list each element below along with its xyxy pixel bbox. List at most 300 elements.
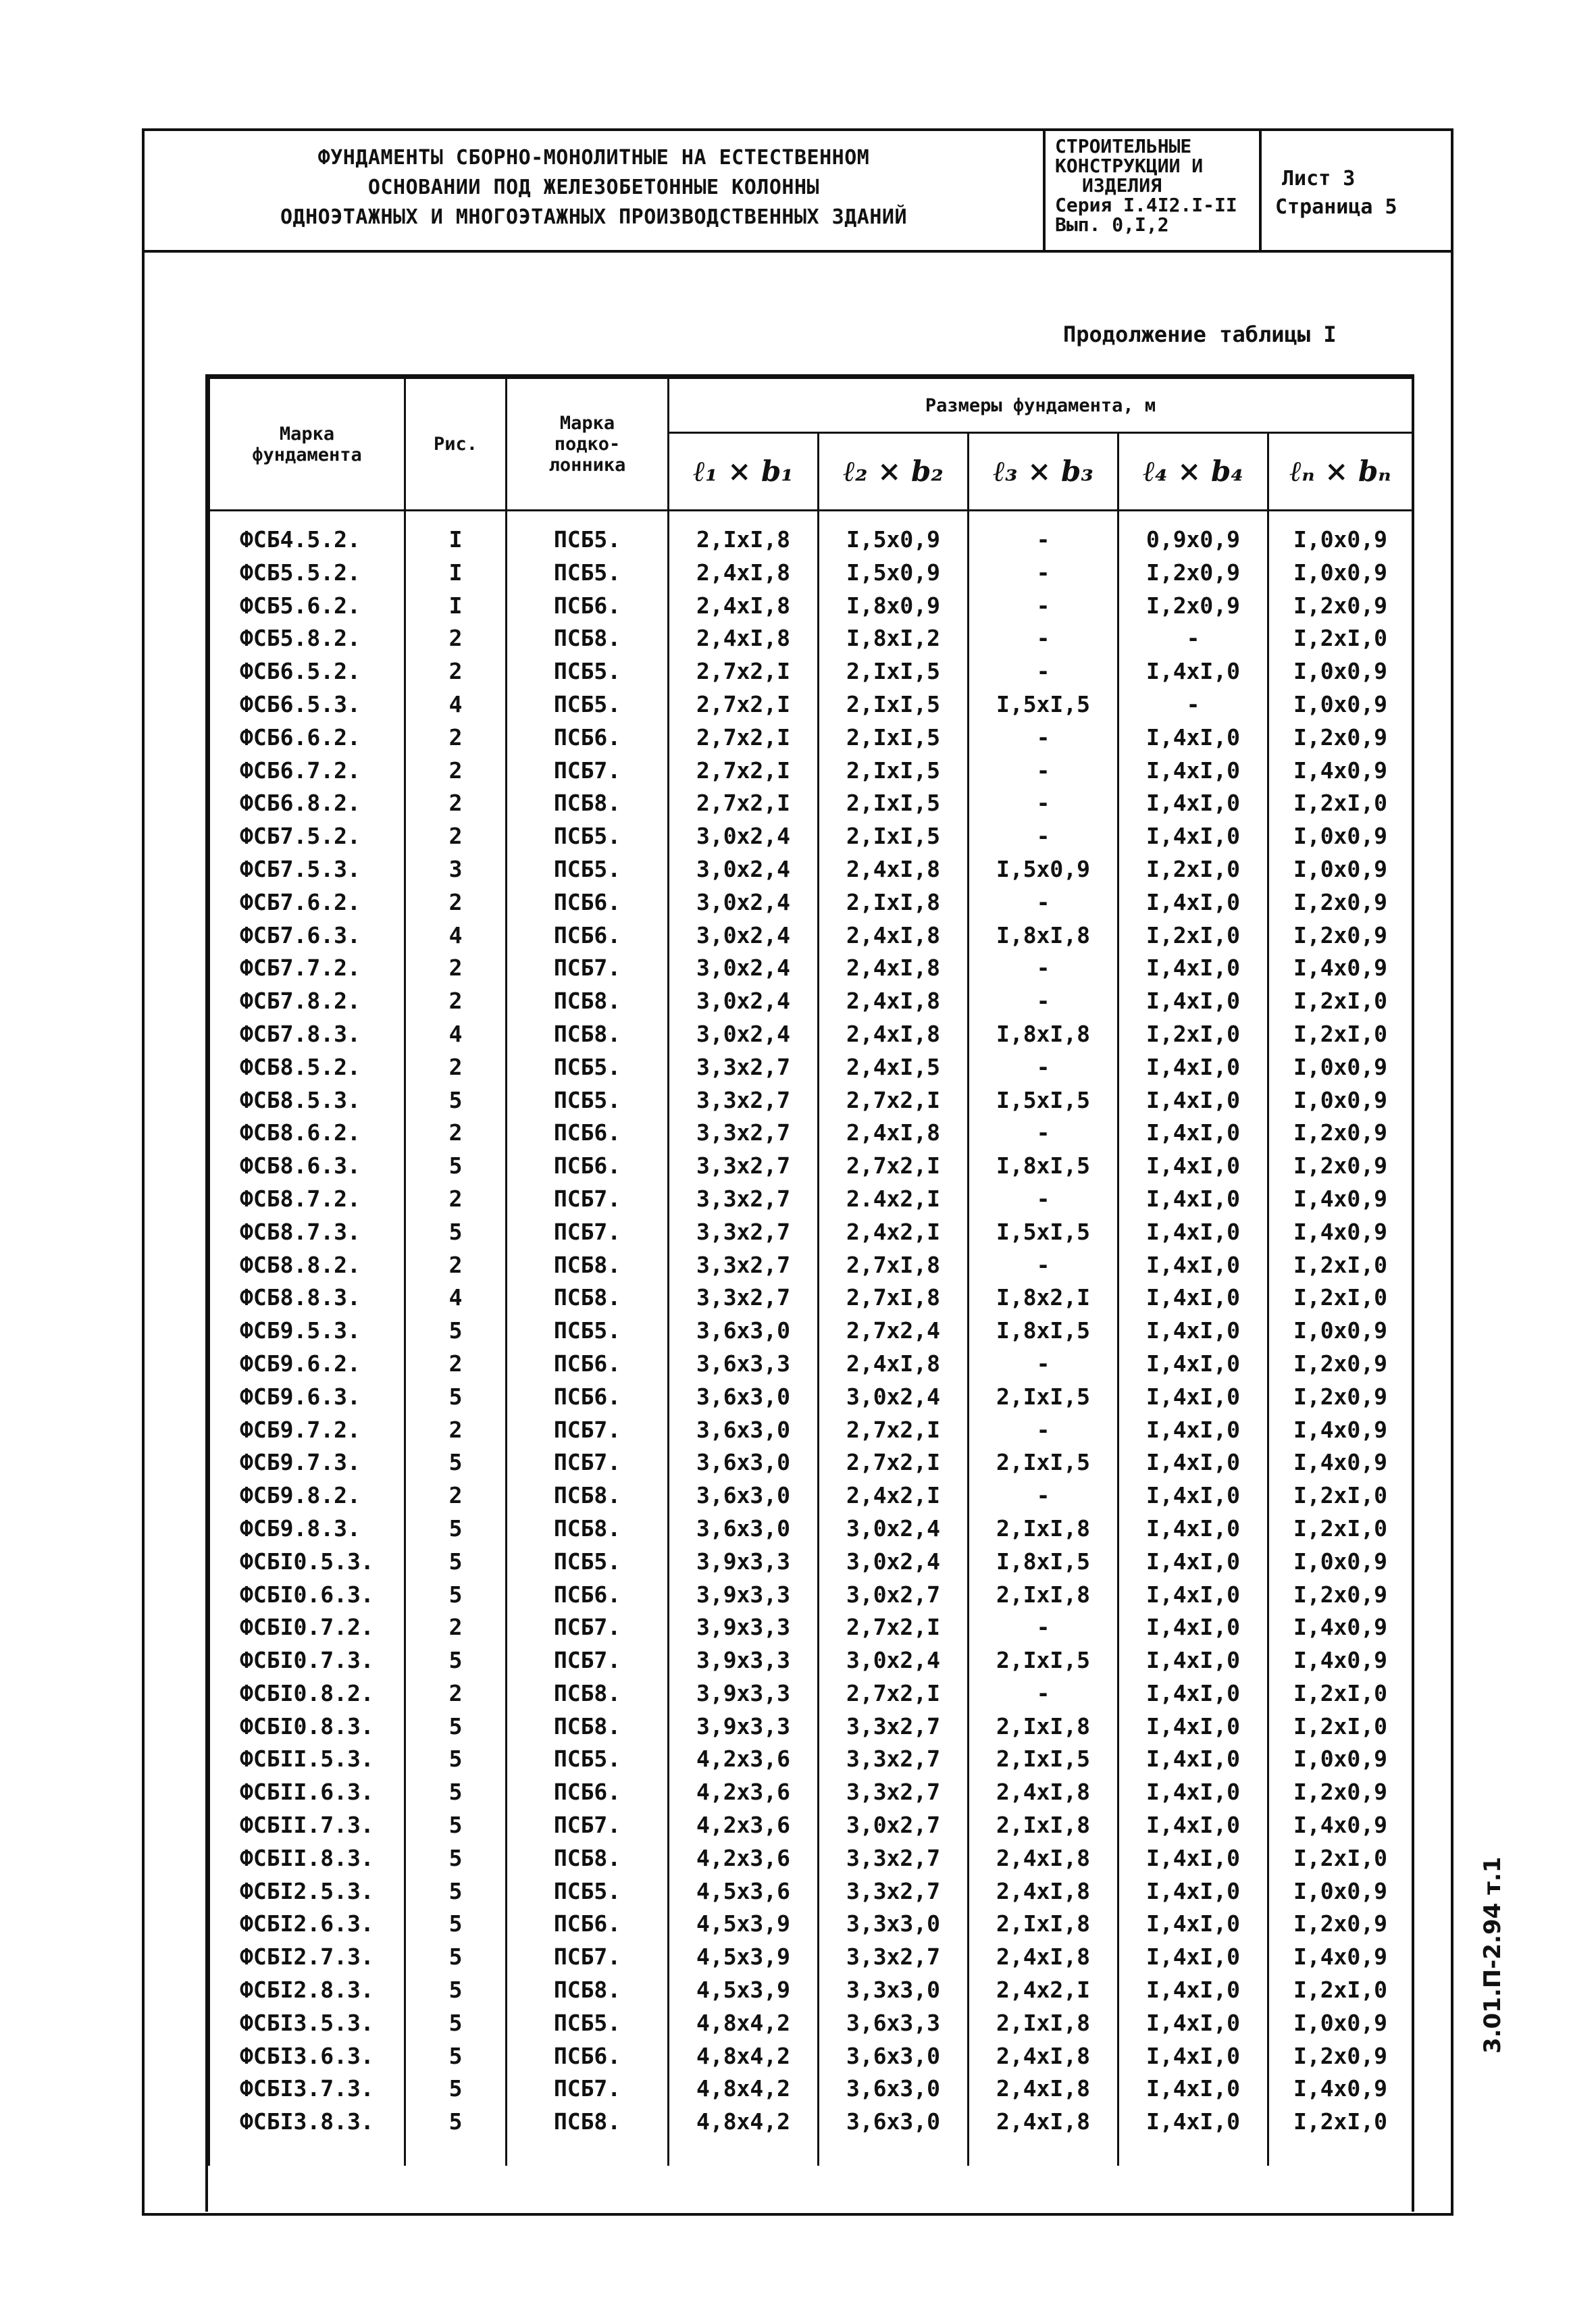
table-row: [209, 1348, 1413, 1381]
filler-cell: [507, 2139, 669, 2166]
table-row: [209, 853, 1413, 886]
cell-size-1: 2,7x2,I: [669, 688, 819, 721]
cell-subcolumn: ПСБ6.: [507, 1117, 669, 1150]
cell-size-1: 3,3x2,7: [669, 1183, 819, 1216]
cell-size-n: I,4x0,9: [1268, 755, 1413, 788]
cell-size-2: 2,4xI,8: [819, 853, 969, 886]
cell-subcolumn: ПСБ8.: [507, 1281, 669, 1315]
cell-size-3: -: [969, 1479, 1118, 1513]
cell-size-n: I,2xI,0: [1268, 1842, 1413, 1875]
table-row: [209, 1776, 1413, 1809]
cell-subcolumn: ПСБ7.: [507, 1414, 669, 1447]
cell-size-n: I,2x0,9: [1268, 1381, 1413, 1414]
cell-fig: 2: [405, 1348, 507, 1381]
cell-mark: ФСБI0.6.3.: [209, 1579, 405, 1612]
table-row: [209, 952, 1413, 985]
foundation-table: [208, 377, 1414, 2166]
cell-size-1: 2,7x2,I: [669, 655, 819, 688]
cell-subcolumn: ПСБ8.: [507, 622, 669, 655]
filler-cell: [819, 2139, 969, 2166]
cell-size-4: I,4xI,0: [1118, 1875, 1268, 1908]
size-header-4: ℓ₄ × b₄: [1118, 433, 1268, 511]
cell-size-2: 2,IxI,8: [819, 886, 969, 919]
cell-size-3: 2,IxI,5: [969, 1743, 1118, 1776]
cell-subcolumn: ПСБ5.: [507, 688, 669, 721]
cell-fig: 2: [405, 655, 507, 688]
cell-size-2: 2,4xI,5: [819, 1051, 969, 1084]
table-row: [209, 1249, 1413, 1282]
cell-size-2: 3,0x2,4: [819, 1644, 969, 1677]
cell-size-1: 4,5x3,9: [669, 1974, 819, 2007]
cell-size-4: I,4xI,0: [1118, 1381, 1268, 1414]
cell-size-1: 3,9x3,3: [669, 1677, 819, 1710]
cell-size-1: 3,3x2,7: [669, 1084, 819, 1117]
cell-subcolumn: ПСБ8.: [507, 1018, 669, 1051]
table-row: [209, 1974, 1413, 2007]
table-row: [209, 655, 1413, 688]
cell-fig: 2: [405, 622, 507, 655]
cell-fig: 4: [405, 1018, 507, 1051]
table-row: [209, 590, 1413, 623]
cell-fig: 5: [405, 2040, 507, 2073]
cell-mark: ФСБ6.8.2.: [209, 787, 405, 820]
cell-size-3: -: [969, 787, 1118, 820]
cell-subcolumn: ПСБ8.: [507, 1677, 669, 1710]
table-row: [209, 1281, 1413, 1315]
cell-fig: I: [405, 590, 507, 623]
cell-size-4: I,4xI,0: [1118, 1281, 1268, 1315]
cell-size-4: I,4xI,0: [1118, 1776, 1268, 1809]
cell-fig: 2: [405, 952, 507, 985]
continuation-label: Продолжение таблицы I: [1063, 322, 1337, 347]
table-row: [209, 1315, 1413, 1348]
cell-fig: I: [405, 511, 507, 557]
cell-subcolumn: ПСБ7.: [507, 1941, 669, 1974]
cell-size-2: I,8xI,2: [819, 622, 969, 655]
cell-size-3: 2,4xI,8: [969, 1941, 1118, 1974]
cell-size-4: 0,9x0,9: [1118, 511, 1268, 557]
title-block: [145, 131, 1451, 253]
cell-size-3: 2,4xI,8: [969, 1842, 1118, 1875]
cell-size-3: -: [969, 511, 1118, 557]
cell-fig: 2: [405, 1117, 507, 1150]
cell-size-n: I,0x0,9: [1268, 820, 1413, 853]
cell-mark: ФСБ5.8.2.: [209, 622, 405, 655]
cell-size-n: I,0x0,9: [1268, 511, 1413, 557]
cell-size-3: 2,IxI,8: [969, 1710, 1118, 1744]
cell-fig: 5: [405, 1579, 507, 1612]
cell-subcolumn: ПСБ7.: [507, 1183, 669, 1216]
cell-size-4: -: [1118, 688, 1268, 721]
cell-size-2: 2,7x2,I: [819, 1150, 969, 1183]
cell-mark: ФСБ9.7.2.: [209, 1414, 405, 1447]
cell-subcolumn: ПСБ8.: [507, 787, 669, 820]
sheet-number: Лист 3: [1282, 167, 1356, 190]
cell-size-n: I,2xI,0: [1268, 1710, 1413, 1744]
table-body: [209, 511, 1413, 2166]
cell-mark: ФСБ6.5.2.: [209, 655, 405, 688]
cell-size-2: 2,4xI,8: [819, 919, 969, 952]
cell-size-n: I,0x0,9: [1268, 1315, 1413, 1348]
cell-size-4: I,4xI,0: [1118, 655, 1268, 688]
cell-size-3: 2,4x2,I: [969, 1974, 1118, 2007]
cell-subcolumn: ПСБ6.: [507, 2040, 669, 2073]
cell-size-1: 2,7x2,I: [669, 787, 819, 820]
cell-subcolumn: ПСБ5.: [507, 1875, 669, 1908]
cell-fig: 2: [405, 1183, 507, 1216]
cell-size-n: I,2xI,0: [1268, 622, 1413, 655]
cell-mark: ФСБI2.7.3.: [209, 1941, 405, 1974]
cell-size-4: I,2x0,9: [1118, 557, 1268, 590]
cell-size-1: 4,5x3,9: [669, 1941, 819, 1974]
cell-size-3: -: [969, 755, 1118, 788]
cell-size-3: I,5xI,5: [969, 688, 1118, 721]
cell-size-n: I,2x0,9: [1268, 886, 1413, 919]
col-sizes-header: Размеры фундамента, м: [669, 378, 1413, 433]
cell-fig: 2: [405, 1249, 507, 1282]
cell-size-1: 3,6x3,0: [669, 1414, 819, 1447]
cell-size-3: I,5x0,9: [969, 853, 1118, 886]
cell-subcolumn: ПСБ6.: [507, 1908, 669, 1941]
cell-size-2: 2.4x2,I: [819, 1183, 969, 1216]
cell-size-2: 3,3x3,0: [819, 1908, 969, 1941]
table-row: [209, 1051, 1413, 1084]
cell-size-n: I,2x0,9: [1268, 1150, 1413, 1183]
cell-mark: ФСБ7.8.3.: [209, 1018, 405, 1051]
cell-subcolumn: ПСБ5.: [507, 557, 669, 590]
cell-size-3: I,8xI,5: [969, 1315, 1118, 1348]
cell-size-3: 2,IxI,5: [969, 1446, 1118, 1479]
cell-mark: ФСБII.6.3.: [209, 1776, 405, 1809]
cell-mark: ФСБ7.6.2.: [209, 886, 405, 919]
cell-size-1: 3,6x3,0: [669, 1381, 819, 1414]
cell-mark: ФСБI3.6.3.: [209, 2040, 405, 2073]
cell-size-4: I,4xI,0: [1118, 787, 1268, 820]
cell-size-1: 4,5x3,9: [669, 1908, 819, 1941]
cell-subcolumn: ПСБ5.: [507, 853, 669, 886]
cell-subcolumn: ПСБ6.: [507, 1381, 669, 1414]
table-row: [209, 1150, 1413, 1183]
cell-size-4: I,4xI,0: [1118, 820, 1268, 853]
cell-size-4: I,4xI,0: [1118, 1842, 1268, 1875]
cell-size-4: I,2xI,0: [1118, 1018, 1268, 1051]
cell-mark: ФСБI3.5.3.: [209, 2007, 405, 2040]
table-row: [209, 1875, 1413, 1908]
cell-subcolumn: ПСБ6.: [507, 919, 669, 952]
size-header-3: ℓ₃ × b₃: [969, 433, 1118, 511]
cell-subcolumn: ПСБ8.: [507, 2106, 669, 2139]
cell-size-2: 3,0x2,4: [819, 1546, 969, 1579]
col-mark-header: Марка фундамента: [209, 378, 405, 511]
document-title: [145, 143, 1043, 232]
cell-subcolumn: ПСБ7.: [507, 1644, 669, 1677]
cell-size-n: I,4x0,9: [1268, 1446, 1413, 1479]
cell-size-3: -: [969, 622, 1118, 655]
cell-size-3: 2,4xI,8: [969, 2073, 1118, 2106]
cell-size-2: 2,4xI,8: [819, 1348, 969, 1381]
cell-subcolumn: ПСБ6.: [507, 1348, 669, 1381]
cell-size-1: 4,8x4,2: [669, 2007, 819, 2040]
filler-cell: [669, 2139, 819, 2166]
cell-size-n: I,4x0,9: [1268, 1611, 1413, 1644]
filler-cell: [969, 2139, 1118, 2166]
cell-mark: ФСБI3.8.3.: [209, 2106, 405, 2139]
cell-size-3: -: [969, 886, 1118, 919]
cell-size-1: 3,0x2,4: [669, 820, 819, 853]
cell-fig: 5: [405, 1776, 507, 1809]
cell-size-1: 4,5x3,6: [669, 1875, 819, 1908]
cell-size-3: 2,4xI,8: [969, 1776, 1118, 1809]
cell-size-1: 4,8x4,2: [669, 2040, 819, 2073]
table-row: [209, 1644, 1413, 1677]
cell-mark: ФСБII.7.3.: [209, 1809, 405, 1842]
table-row: [209, 1743, 1413, 1776]
cell-mark: ФСБI2.6.3.: [209, 1908, 405, 1941]
cell-mark: ФСБII.5.3.: [209, 1743, 405, 1776]
cell-subcolumn: ПСБ5.: [507, 655, 669, 688]
cell-size-1: 3,0x2,4: [669, 1018, 819, 1051]
table-row: [209, 886, 1413, 919]
table-row: [209, 1117, 1413, 1150]
cell-size-2: 2,4xI,8: [819, 952, 969, 985]
cell-size-2: 3,6x3,3: [819, 2007, 969, 2040]
cell-size-1: 3,6x3,0: [669, 1513, 819, 1546]
cell-size-2: I,5x0,9: [819, 511, 969, 557]
cell-size-1: 3,6x3,0: [669, 1446, 819, 1479]
table-row: [209, 755, 1413, 788]
drawing-frame: [142, 128, 1453, 2216]
table-row: [209, 1677, 1413, 1710]
cell-size-4: I,4xI,0: [1118, 755, 1268, 788]
table-row: [209, 919, 1413, 952]
cell-size-2: I,8x0,9: [819, 590, 969, 623]
cell-size-4: I,4xI,0: [1118, 1743, 1268, 1776]
cell-mark: ФСБ8.5.3.: [209, 1084, 405, 1117]
cell-fig: 2: [405, 886, 507, 919]
cell-size-n: I,0x0,9: [1268, 1546, 1413, 1579]
cell-size-2: 3,0x2,4: [819, 1513, 969, 1546]
cell-subcolumn: ПСБ6.: [507, 1776, 669, 1809]
cell-size-4: I,4xI,0: [1118, 2040, 1268, 2073]
cell-size-n: I,0x0,9: [1268, 2007, 1413, 2040]
cell-size-n: I,4x0,9: [1268, 2073, 1413, 2106]
cell-size-4: I,4xI,0: [1118, 2106, 1268, 2139]
cell-size-4: I,4xI,0: [1118, 1908, 1268, 1941]
cell-size-4: I,4xI,0: [1118, 1216, 1268, 1249]
cell-size-4: I,4xI,0: [1118, 1183, 1268, 1216]
cell-fig: 5: [405, 1842, 507, 1875]
cell-size-4: I,4xI,0: [1118, 1546, 1268, 1579]
cell-mark: ФСБ8.7.2.: [209, 1183, 405, 1216]
series-block: [1043, 131, 1259, 250]
filler-cell: [209, 2139, 405, 2166]
cell-size-1: 4,8x4,2: [669, 2106, 819, 2139]
cell-fig: 2: [405, 820, 507, 853]
cell-subcolumn: ПСБ8.: [507, 1249, 669, 1282]
cell-size-2: 3,0x2,7: [819, 1809, 969, 1842]
col-subcolumn-header: Марка подко- лонника: [507, 378, 669, 511]
cell-size-n: I,2x0,9: [1268, 590, 1413, 623]
cell-size-1: 2,4xI,8: [669, 622, 819, 655]
cell-fig: 4: [405, 1281, 507, 1315]
cell-size-2: 3,3x2,7: [819, 1842, 969, 1875]
series-line: Вып. 0,I,2: [1055, 213, 1169, 236]
size-header-n: ℓₙ × bₙ: [1268, 433, 1413, 511]
cell-size-4: I,4xI,0: [1118, 1479, 1268, 1513]
cell-size-1: 3,3x2,7: [669, 1150, 819, 1183]
cell-subcolumn: ПСБ6.: [507, 590, 669, 623]
table-row: [209, 2073, 1413, 2106]
cell-size-2: 2,7x2,I: [819, 1446, 969, 1479]
cell-size-3: I,8x2,I: [969, 1281, 1118, 1315]
cell-size-4: I,4xI,0: [1118, 1150, 1268, 1183]
cell-fig: 5: [405, 1216, 507, 1249]
cell-size-2: 2,7x2,4: [819, 1315, 969, 1348]
cell-mark: ФСБ8.7.3.: [209, 1216, 405, 1249]
cell-size-n: I,0x0,9: [1268, 1051, 1413, 1084]
cell-fig: 5: [405, 1084, 507, 1117]
cell-subcolumn: ПСБ8.: [507, 1710, 669, 1744]
cell-size-3: -: [969, 557, 1118, 590]
table-row: [209, 1809, 1413, 1842]
cell-mark: ФСБ8.8.2.: [209, 1249, 405, 1282]
table-row: [209, 2106, 1413, 2139]
cell-size-4: I,4xI,0: [1118, 1249, 1268, 1282]
cell-size-1: 3,9x3,3: [669, 1579, 819, 1612]
cell-mark: ФСБI0.8.2.: [209, 1677, 405, 1710]
cell-size-2: 3,0x2,4: [819, 1381, 969, 1414]
table-row: [209, 1579, 1413, 1612]
cell-size-4: I,4xI,0: [1118, 1710, 1268, 1744]
cell-fig: 5: [405, 1150, 507, 1183]
cell-size-3: -: [969, 1051, 1118, 1084]
table-row: [209, 688, 1413, 721]
table-row: [209, 787, 1413, 820]
cell-size-2: 2,7x2,I: [819, 1611, 969, 1644]
cell-size-3: 2,IxI,8: [969, 1809, 1118, 1842]
cell-fig: 5: [405, 1941, 507, 1974]
cell-size-n: I,2x0,9: [1268, 1579, 1413, 1612]
cell-mark: ФСБI0.5.3.: [209, 1546, 405, 1579]
cell-subcolumn: ПСБ6.: [507, 721, 669, 755]
cell-subcolumn: ПСБ7.: [507, 1611, 669, 1644]
cell-mark: ФСБ6.7.2.: [209, 755, 405, 788]
table-row: [209, 1381, 1413, 1414]
cell-size-4: I,4xI,0: [1118, 1579, 1268, 1612]
sheet-block: [1259, 131, 1453, 250]
cell-fig: 2: [405, 1051, 507, 1084]
cell-fig: 5: [405, 1513, 507, 1546]
cell-size-3: -: [969, 985, 1118, 1018]
cell-size-1: 2,7x2,I: [669, 755, 819, 788]
cell-subcolumn: ПСБ5.: [507, 1084, 669, 1117]
cell-fig: 2: [405, 1611, 507, 1644]
series-line: ИЗДЕЛИЯ: [1082, 174, 1162, 197]
cell-size-3: -: [969, 590, 1118, 623]
cell-size-4: I,4xI,0: [1118, 1117, 1268, 1150]
cell-size-4: -: [1118, 622, 1268, 655]
cell-size-2: 3,0x2,7: [819, 1579, 969, 1612]
cell-size-2: 2,4xI,8: [819, 1018, 969, 1051]
cell-size-2: 2,7x2,I: [819, 1084, 969, 1117]
cell-subcolumn: ПСБ8.: [507, 1479, 669, 1513]
cell-size-4: I,4xI,0: [1118, 1941, 1268, 1974]
cell-size-1: 3,3x2,7: [669, 1117, 819, 1150]
cell-size-2: 3,3x2,7: [819, 1743, 969, 1776]
cell-subcolumn: ПСБ5.: [507, 1315, 669, 1348]
table-row: [209, 1513, 1413, 1546]
cell-fig: 2: [405, 1677, 507, 1710]
cell-size-4: I,4xI,0: [1118, 721, 1268, 755]
cell-size-1: 3,0x2,4: [669, 886, 819, 919]
filler-cell: [1268, 2139, 1413, 2166]
cell-size-2: 2,7xI,8: [819, 1249, 969, 1282]
cell-mark: ФСБ7.8.2.: [209, 985, 405, 1018]
cell-size-4: I,4xI,0: [1118, 1611, 1268, 1644]
cell-subcolumn: ПСБ8.: [507, 1842, 669, 1875]
cell-size-3: 2,IxI,5: [969, 1381, 1118, 1414]
cell-size-1: 3,0x2,4: [669, 952, 819, 985]
cell-size-n: I,0x0,9: [1268, 1084, 1413, 1117]
cell-mark: ФСБ5.6.2.: [209, 590, 405, 623]
cell-subcolumn: ПСБ8.: [507, 1513, 669, 1546]
cell-size-2: 3,6x3,0: [819, 2040, 969, 2073]
cell-size-3: I,5xI,5: [969, 1216, 1118, 1249]
cell-size-1: 2,IxI,8: [669, 511, 819, 557]
cell-size-4: I,4xI,0: [1118, 1348, 1268, 1381]
table-row: [209, 1446, 1413, 1479]
cell-size-n: I,2x0,9: [1268, 1348, 1413, 1381]
cell-fig: 2: [405, 1414, 507, 1447]
table-row: [209, 1414, 1413, 1447]
cell-size-n: I,2xI,0: [1268, 787, 1413, 820]
side-stamp: 3.01.П-2.94 т.1: [1479, 1856, 1506, 2054]
cell-fig: I: [405, 557, 507, 590]
cell-size-1: 2,4xI,8: [669, 557, 819, 590]
cell-size-2: 2,4xI,8: [819, 985, 969, 1018]
table-row: [209, 721, 1413, 755]
cell-mark: ФСБII.8.3.: [209, 1842, 405, 1875]
cell-mark: ФСБI0.7.2.: [209, 1611, 405, 1644]
cell-size-3: 2,IxI,8: [969, 1908, 1118, 1941]
col-fig-header: Рис.: [405, 378, 507, 511]
cell-fig: 5: [405, 2106, 507, 2139]
cell-fig: 4: [405, 688, 507, 721]
cell-mark: ФСБ8.8.3.: [209, 1281, 405, 1315]
cell-size-n: I,0x0,9: [1268, 1875, 1413, 1908]
cell-size-1: 4,2x3,6: [669, 1842, 819, 1875]
cell-size-3: -: [969, 655, 1118, 688]
cell-size-4: I,4xI,0: [1118, 952, 1268, 985]
cell-mark: ФСБI2.5.3.: [209, 1875, 405, 1908]
cell-size-4: I,4xI,0: [1118, 1446, 1268, 1479]
filler-cell: [1118, 2139, 1268, 2166]
cell-size-n: I,4x0,9: [1268, 1644, 1413, 1677]
cell-size-1: 3,3x2,7: [669, 1281, 819, 1315]
cell-size-1: 2,4xI,8: [669, 590, 819, 623]
cell-size-3: 2,4xI,8: [969, 1875, 1118, 1908]
cell-mark: ФСБ9.7.3.: [209, 1446, 405, 1479]
cell-size-2: 2,7xI,8: [819, 1281, 969, 1315]
cell-size-3: -: [969, 1611, 1118, 1644]
cell-size-4: I,2xI,0: [1118, 853, 1268, 886]
cell-size-1: 3,3x2,7: [669, 1216, 819, 1249]
cell-size-2: 3,3x2,7: [819, 1776, 969, 1809]
cell-fig: 5: [405, 1644, 507, 1677]
table-row: [209, 2040, 1413, 2073]
cell-size-4: I,4xI,0: [1118, 1513, 1268, 1546]
cell-subcolumn: ПСБ5.: [507, 1051, 669, 1084]
